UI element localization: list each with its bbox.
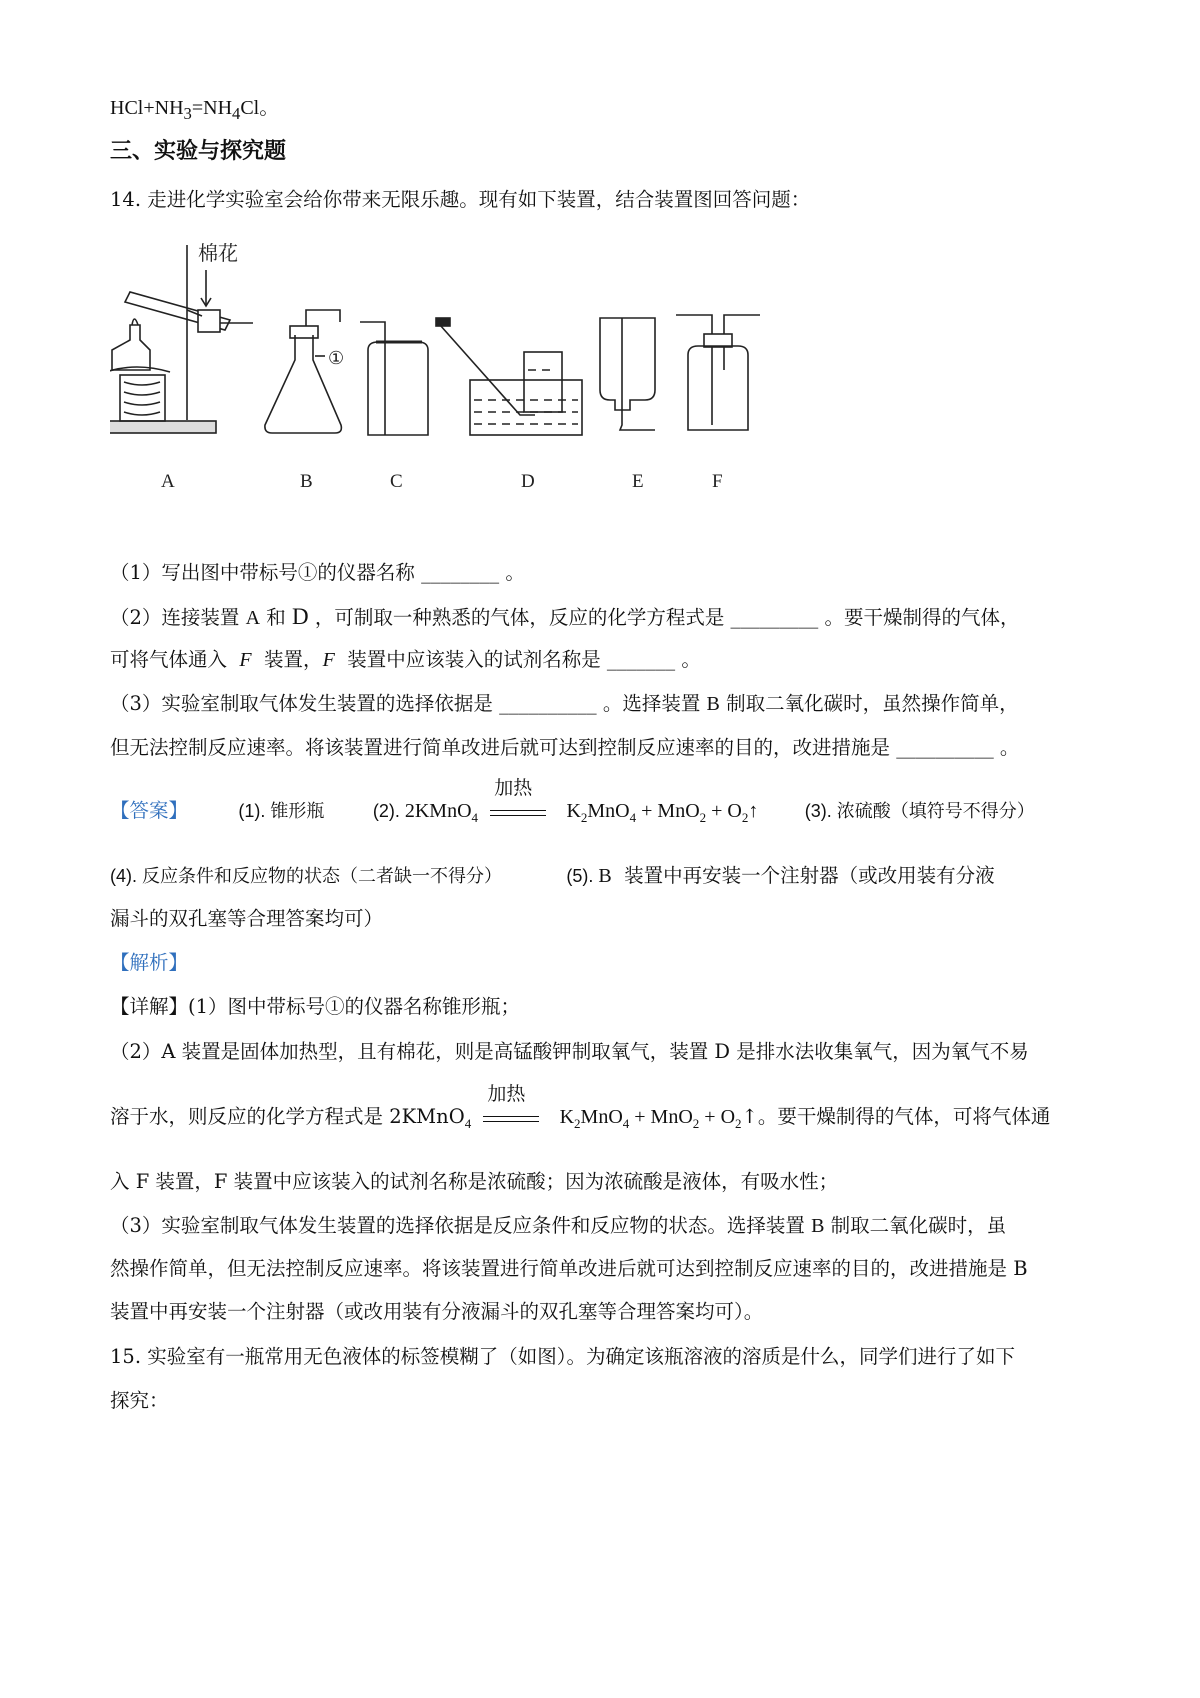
- detail-line-7: 装置中再安装一个注射器（或改用装有分液漏斗的双孔塞等合理答案均可）。: [110, 1300, 764, 1323]
- label-D: D: [521, 471, 535, 492]
- question-15-line-1: 15. 实验室有一瓶常用无色液体的标签模糊了（如图）。为确定该瓶溶液的溶质是什么，同学们进行了如下: [110, 1345, 1015, 1368]
- label-B: B: [300, 471, 313, 492]
- question-14-part3-line1: （3）实验室制取气体发生装置的选择依据是 __________ 。选择装置 B 制取二氧化碳时，虽然操作简单，: [110, 692, 1019, 715]
- apparatus-drawing: [110, 240, 850, 540]
- answer-line-2: (4). 反应条件和反应物的状态（二者缺一不得分） (5). B 装置中再安装一个注射器（或改用装有分液: [110, 864, 995, 887]
- heating-condition: 加热: [490, 799, 554, 825]
- detail-line-2: （2）A 装置是固体加热型，且有棉花，则是高锰酸钾制取氧气，装置 D 是排水法收集氧气，因为氧气不易: [110, 1040, 1029, 1063]
- question-14-part1: （1）写出图中带标号①的仪器名称 ________ 。: [110, 561, 525, 584]
- label-F: F: [712, 471, 723, 492]
- label-A: A: [161, 471, 175, 492]
- label-E: E: [632, 471, 644, 492]
- apparatus-figure: [110, 240, 850, 540]
- detail-line-6: 然操作简单，但无法控制反应速率。将该装置进行简单改进后就可达到控制反应速率的目的，改进措施是 B: [110, 1257, 1028, 1280]
- question-14-part3-line2: 但无法控制反应速率。将该装置进行简单改进后就可达到控制反应速率的目的，改进措施是 __________ 。: [110, 736, 1020, 759]
- answer-label: 【答案】: [110, 799, 189, 822]
- detail-line-1: 【详解】(1）图中带标号①的仪器名称锥形瓶；: [110, 995, 521, 1018]
- flask-marker: ①: [328, 348, 345, 369]
- answer-line: 【答案】 (1). 锥形瓶 (2). 2KMnO$_4$ 加热 $K_2MnO_4 + MnO_2$ + $O_2↑$ (3). 浓硫酸（填符号不得分）: [110, 776, 1035, 825]
- question-14-intro: 14. 走进化学实验室会给你带来无限乐趣。现有如下装置，结合装置图回答问题：: [110, 188, 811, 211]
- answer-line-3: 漏斗的双孔塞等合理答案均可）: [110, 907, 384, 930]
- question-14-part2-line1: （2）连接装置 A 和 D ，可制取一种熟悉的气体，反应的化学方程式是 _________ 。要干燥制得的气体，: [110, 604, 1020, 629]
- detail-line-3: 溶于水，则反应的化学方程式是 2KMnO$_4$ 加热 $K_2MnO_4 + MnO_2$ + $O_2↑$。要干燥制得的气体，可将气体通: [110, 1082, 1051, 1131]
- top-equation-line: $HCl+NH_3=NH_4Cl$。: [110, 97, 280, 123]
- label-C: C: [390, 471, 403, 492]
- detail-line-5: （3）实验室制取气体发生装置的选择依据是反应条件和反应物的状态。选择装置 B 制取二氧化碳时，虽: [110, 1214, 1007, 1237]
- question-15-line-2: 探究：: [110, 1389, 169, 1412]
- question-14-part2-line2: 可将气体通入 F 装置，F 装置中应该装入的试剂名称是 _______ 。: [110, 648, 701, 671]
- cotton-label: 棉花: [198, 241, 238, 265]
- detail-line-4: 入 F 装置，F 装置中应该装入的试剂名称是浓硫酸；因为浓硫酸是液体，有吸水性；: [110, 1170, 839, 1193]
- heating-condition-2: 加热: [483, 1105, 547, 1131]
- analysis-label: 【解析】: [110, 951, 189, 974]
- section-title: 三、实验与探究题: [110, 138, 287, 164]
